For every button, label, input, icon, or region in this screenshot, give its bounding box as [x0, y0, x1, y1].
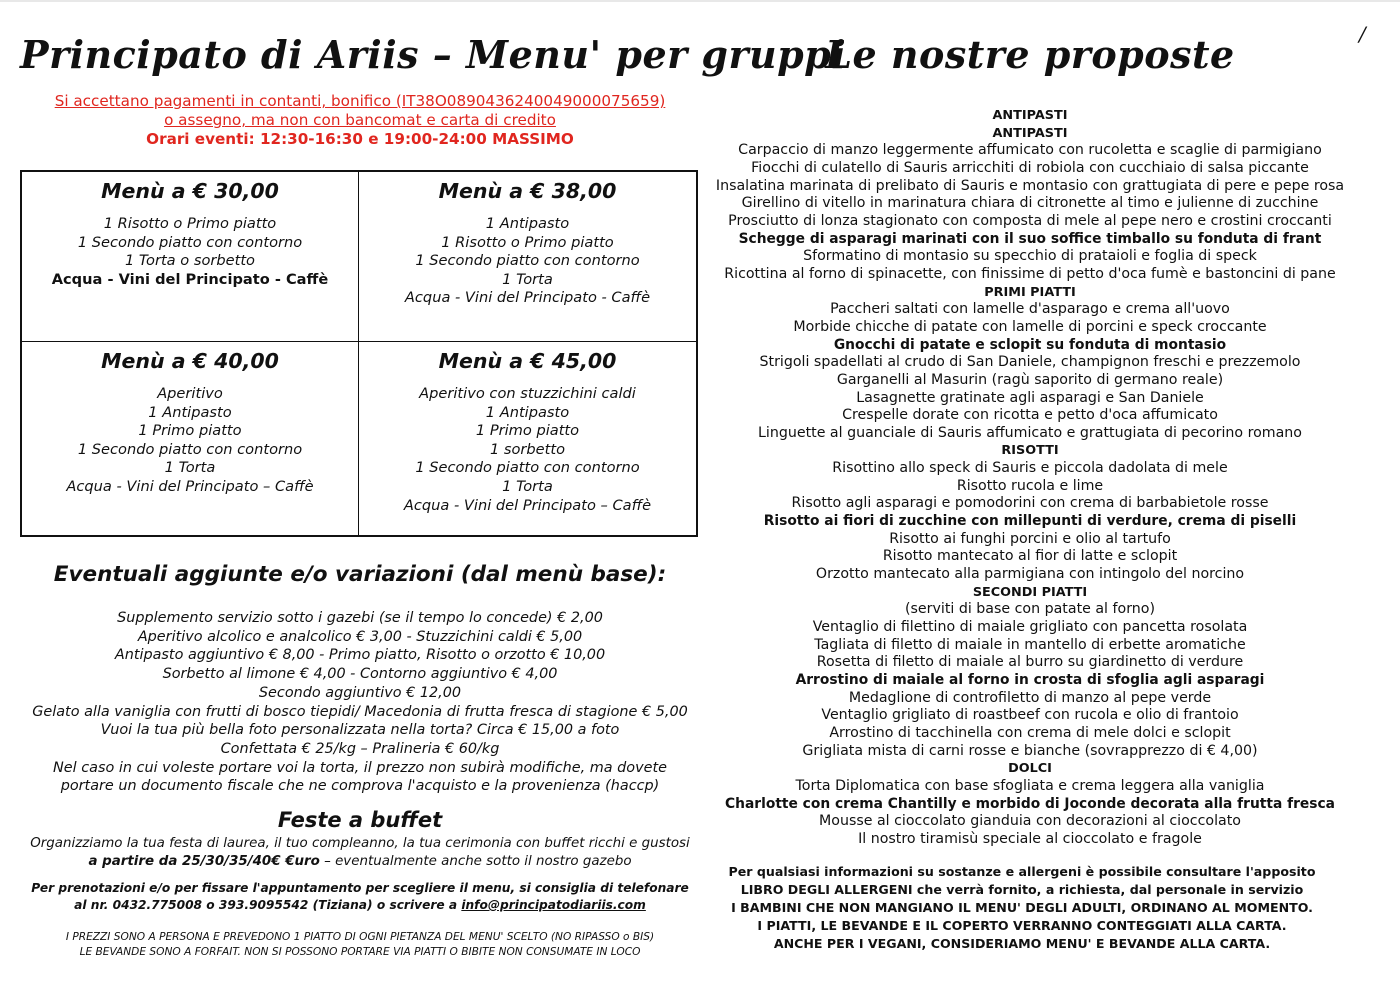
menu-line: Aperitivo con stuzzichini caldi: [419, 385, 636, 402]
dish-item: Rosetta di filetto di maiale al burro su giardinetto di verdure: [816, 654, 1244, 671]
event-hours: Orari eventi: 12:30-16:30 e 19:00-24:00 MASSIMO: [146, 130, 574, 148]
dish-item: Linguette al guanciale di Sauris affumicato e grattugiata di pecorino romano: [758, 424, 1302, 441]
section-heading: SECONDI PIATTI: [972, 584, 1088, 600]
dish-item: Carpaccio di manzo leggermente affumicato con rucoletta e scaglie di parmigiano: [738, 142, 1322, 159]
menu-line: Acqua - Vini del Principato – Caffè: [403, 496, 652, 514]
dish-item: Risotto agli asparagi e pomodorini con crema di barbabietole rosse: [791, 495, 1269, 512]
section-heading: DOLCI: [1008, 761, 1052, 777]
dish-item: Medaglione di controfiletto di manzo al pepe verde: [848, 689, 1212, 706]
buffet-line-2: [20, 853, 700, 871]
menu-line: 1 Torta: [164, 459, 216, 477]
buffet-text: [20, 835, 700, 871]
menu-line: 1 Primo piatto: [138, 422, 242, 440]
menu-box-38: [359, 172, 696, 342]
dish-item: Girellino di vitello in marinatura chiara di citronette al timo e julienne di zucchine: [741, 195, 1319, 212]
menu-line-drinks: Acqua - Vini del Principato - Caffè: [51, 270, 329, 288]
buffet-line-1: Organizziamo la tua festa di laurea, il tuo compleanno, la tua cerimonia con buffet ricchi e gustosi: [30, 836, 690, 851]
extras-heading: Eventuali aggiunte e/o variazioni (dal menù base):: [53, 562, 667, 587]
allergen-line: I PIATTI, LE BEVANDE E IL COPERTO VERRANNO CONTEGGIATI ALLA CARTA.: [757, 918, 1287, 933]
payment-info: [20, 92, 700, 149]
dish-item: Crespelle dorate con ricotta e petto d'oca affumicato: [842, 407, 1218, 424]
menu-line: Aperitivo: [157, 385, 223, 402]
footnote-line: I PREZZI SONO A PERSONA E PREVEDONO 1 PIATTO DI OGNI PIETANZA DEL MENU' SCELTO (NO RIPASSO o BIS): [65, 931, 655, 943]
menu-line: 1 Torta: [502, 270, 553, 288]
payment-line-2: o assegno, ma non con bancomat e carta di credito: [164, 111, 556, 129]
left-page-title: Principato di Ariis – Menu' per gruppi: [20, 32, 847, 77]
dish-item: Ricottina al forno di spinacette, con finissime di petto d'oca fumè e bastoncini di pane: [724, 265, 1336, 282]
menu-price: Menù a € 38,00: [438, 179, 617, 203]
dish-item: Grigliata mista di carni rosse e bianche (sovrapprezzo di € 4,00): [802, 742, 1258, 759]
dish-item: Strigoli spadellati al crudo di San Daniele, champignon freschi e prezzemolo: [759, 354, 1301, 371]
extra-item: Vuoi la tua più bella foto personalizzata nella torta? Circa € 15,00 a foto: [100, 722, 620, 739]
menu-line: 1 Secondo piatto con contorno: [415, 459, 640, 477]
section-heading: ANTIPASTI: [992, 108, 1068, 123]
dish-item: Risotto ai funghi porcini e olio al tartufo: [889, 530, 1171, 547]
dish-item: Charlotte con crema Chantilly e morbido di Joconde decorata alla frutta fresca: [725, 795, 1335, 812]
menu-line: 1 Risotto o Primo piatto: [441, 233, 614, 251]
booking-phones: al nr. 0432.775008 o 393.9095542 (Tiziana) o scrivere a: [74, 898, 462, 912]
dish-item: Risotto ai fiori di zucchine con millepunti di verdure, crema di piselli: [763, 513, 1297, 530]
extra-item: Supplemento servizio sotto i gazebi (se il tempo lo concede) € 2,00: [117, 610, 603, 626]
menu-line: Acqua - Vini del Principato – Caffè: [66, 477, 314, 495]
right-page-title: Le nostre proposte: [825, 32, 1235, 77]
extra-item: Nel caso in cui voleste portare voi la torta, il prezzo non subirà modifiche, ma dovete: [53, 759, 667, 776]
menu-line: 1 Torta: [502, 477, 553, 495]
dish-item: Tagliata di filetto di maiale in mantello di erbette aromatiche: [814, 636, 1246, 653]
dish-item: Il nostro tiramisù speciale al cioccolato e fragole: [858, 830, 1202, 847]
menu-line: 1 Antipasto: [485, 215, 570, 232]
dish-item: Risotto rucola e lime: [956, 477, 1104, 494]
buffet-heading: Feste a buffet: [277, 808, 443, 832]
menu-line: 1 Risotto o Primo piatto: [103, 215, 277, 232]
buffet-price: a partire da 25/30/35/40€ €uro: [88, 854, 320, 869]
extra-item: portare un documento fiscale che ne comprova l'acquisto e la provenienza (haccp): [60, 778, 660, 795]
dish-item: Orzotto mantecato alla parmigiana con intingolo del norcino: [815, 566, 1245, 583]
allergen-line: Per qualsiasi informazioni su sostanze e allergeni è possibile consultare l'apposito: [728, 864, 1316, 879]
dish-item: Lasagnette gratinate agli asparagi e San Daniele: [856, 389, 1204, 406]
dish-item: Torta Diplomatica con base sfogliata e crema leggera alla vaniglia: [795, 777, 1265, 794]
dish-item: Arrostino di tacchinella con crema di mele dolci e sclopit: [829, 724, 1231, 741]
email-link[interactable]: info@principatodiariis.com: [461, 898, 646, 912]
menu-box-30: [22, 172, 359, 342]
extra-item: Secondo aggiuntivo € 12,00: [258, 684, 462, 701]
allergen-line: I BAMBINI CHE NON MANGIANO IL MENU' DEGLI ADULTI, ORDINANO AL MOMENTO.: [731, 900, 1313, 915]
menu-box-45: [359, 342, 696, 535]
right-column: [700, 0, 1360, 999]
dish-item: Risottino allo speck di Sauris e piccola dadolata di mele: [832, 460, 1228, 477]
dish-item: Insalatina marinata di prelibato di Sauris e montasio con grattugiata di pere e pepe rosa: [715, 177, 1345, 194]
menu-box-40: [22, 342, 359, 535]
booking-line-2: [20, 897, 700, 914]
allergen-line: LIBRO DEGLI ALLERGENI che verrà fornito, a richiesta, dal personale in servizio: [740, 882, 1304, 897]
allergen-line: ANCHE PER I VEGANI, CONSIDERIAMO MENU' E BEVANDE ALLA CARTA.: [773, 936, 1271, 951]
menu-line: 1 sorbetto: [489, 440, 566, 458]
left-column: [20, 0, 847, 999]
extra-item: Antipasto aggiuntivo € 8,00 - Primo piatto, Risotto o orzotto € 10,00: [114, 647, 606, 664]
price-footnote: [20, 930, 700, 959]
menu-line: Acqua - Vini del Principato - Caffè: [404, 289, 651, 307]
dish-item: Schegge di asparagi marinati con il suo soffice timballo su fonduta di frant: [738, 230, 1322, 247]
menu-line: 1 Secondo piatto con contorno: [415, 252, 640, 270]
menu-line: 1 Secondo piatto con contorno: [77, 233, 303, 251]
extra-item: Confettata € 25/kg – Pralineria € 60/kg: [220, 740, 500, 757]
dish-item: Sformatino di montasio su specchio di prataioli e foglia di speck: [803, 248, 1257, 265]
dish-item: Mousse al cioccolato gianduia con decorazioni al cioccolato: [819, 813, 1241, 830]
dish-item: Morbide chicche di patate con lamelle di porcini e speck croccante: [793, 318, 1267, 335]
dish-item: Fiocchi di culatello di Sauris arricchiti di robiola con cucchiaio di salsa piccante: [751, 159, 1309, 176]
menu-grid: [20, 170, 698, 537]
menu-line: 1 Primo piatto: [475, 422, 580, 440]
section-heading: ANTIPASTI: [992, 125, 1068, 141]
extras-list: [20, 609, 700, 796]
allergen-notice: [712, 863, 1332, 953]
dish-item: Garganelli al Masurin (ragù saporito di germano reale): [836, 371, 1224, 388]
dish-item: Arrostino di maiale al forno in crosta di sfoglia agli asparagi: [795, 672, 1265, 688]
dish-item: Gnocchi di patate e sclopit su fonduta di montasio: [833, 336, 1227, 353]
proposals-list: [700, 107, 1360, 849]
payment-line-1: Si accettano pagamenti in contanti, bonifico (IT38O0890436240049000075659): [54, 92, 666, 110]
section-heading: RISOTTI: [1001, 443, 1059, 459]
menu-line: 1 Antipasto: [485, 403, 570, 421]
dish-item: Ventaglio grigliato di roastbeef con rucola e olio di frantoio: [821, 707, 1239, 724]
extra-item: Aperitivo alcolico e analcolico € 3,00 - Stuzzichini caldi € 5,00: [137, 628, 583, 645]
dish-item: Ventaglio di filettino di maiale grigliato con pancetta rosolata: [812, 619, 1248, 636]
dish-item: (serviti di base con patate al forno): [905, 601, 1155, 618]
dish-item: Risotto mantecato al fior di latte e sclopit: [882, 548, 1178, 565]
menu-price: Menù a € 45,00: [438, 349, 617, 373]
menu-price: Menù a € 30,00: [101, 179, 279, 203]
menu-price: Menù a € 40,00: [101, 349, 279, 373]
section-heading: PRIMI PIATTI: [984, 284, 1076, 300]
booking-line-1: Per prenotazioni e/o per fissare l'appuntamento per scegliere il menu, si consiglia di telefonare: [31, 881, 689, 895]
booking-info: [20, 880, 700, 914]
extra-item: Gelato alla vaniglia con frutti di bosco tiepidi/ Macedonia di frutta fresca di stagione € 5,00: [32, 703, 688, 720]
page-mark: /: [1359, 22, 1366, 46]
extra-item: Sorbetto al limone € 4,00 - Contorno aggiuntivo € 4,00: [162, 666, 558, 683]
dish-item: Prosciutto di lonza stagionato con composta di mele al pepe nero e crostini croccanti: [728, 212, 1332, 229]
menu-line: 1 Torta o sorbetto: [125, 252, 255, 270]
dish-item: Paccheri saltati con lamelle d'asparago e crema all'uovo: [830, 301, 1230, 318]
footnote-line: LE BEVANDE SONO A FORFAIT. NON SI POSSONO PORTARE VIA PIATTI O BIBITE NON CONSUMATE IN LOCO: [79, 945, 641, 958]
buffet-gazebo-note: – eventualmente anche sotto il nostro gazebo: [319, 854, 632, 869]
menu-line: 1 Secondo piatto con contorno: [77, 440, 303, 458]
menu-line: 1 Antipasto: [148, 403, 232, 421]
